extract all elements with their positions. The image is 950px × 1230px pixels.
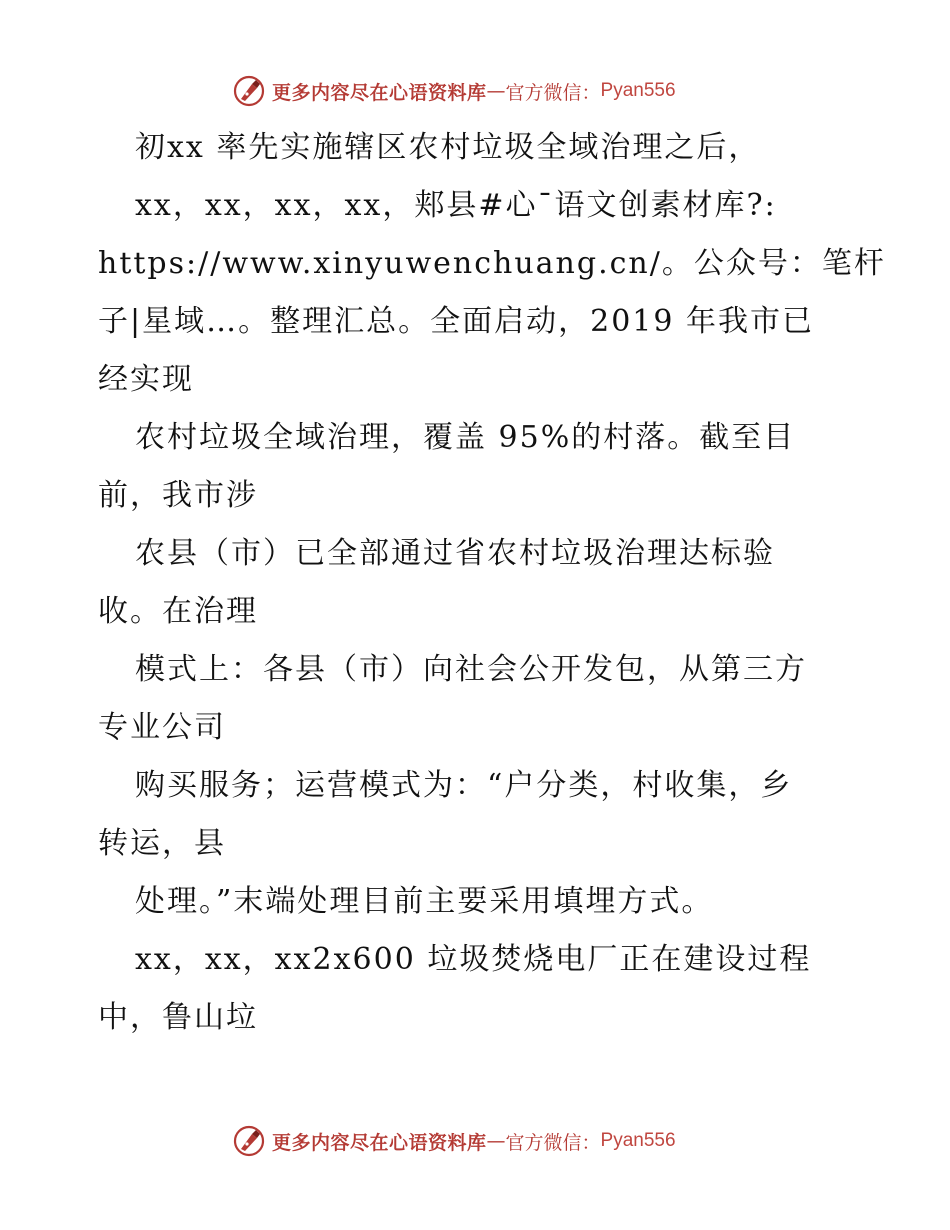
footer-wechat-label: 官方微信：: [505, 1131, 601, 1154]
text-line: xx，xx，xx，xx，郏县#心¯语文创素材库?:: [135, 188, 777, 223]
text-line: 子|星域…。整理汇总。全面启动，2019 年我市已: [98, 304, 814, 339]
header-wechat-label: 官方微信：: [505, 81, 601, 104]
text-line: https://www.xinyuwenchuang.cn/。公众号：笔杆: [98, 246, 886, 281]
header-wechat-id: Pyan556: [600, 80, 676, 101]
text-line: 收。在治理: [98, 594, 258, 629]
header-brand-text: 更多内容尽在心语资料库: [272, 81, 487, 104]
text-line: 经实现: [98, 362, 194, 397]
text-line: xx，xx，xx2x600 垃圾焚烧电厂正在建设过程: [135, 942, 812, 977]
pen-nib-logo-icon: [232, 74, 266, 108]
text-line: 初xx 率先实施辖区农村垃圾全域治理之后，: [135, 130, 761, 165]
text-line: 专业公司: [98, 710, 226, 745]
text-line: 农村垃圾全域治理，覆盖 95%的村落。截至目: [135, 420, 796, 455]
pen-nib-logo-icon: [232, 1124, 266, 1158]
text-line: 购买服务；运营模式为：“户分类，村收集，乡: [135, 768, 793, 803]
footer-separator: —: [486, 1130, 506, 1152]
header-banner: [232, 71, 676, 111]
footer-banner: [232, 1121, 676, 1161]
text-line: 转运，县: [98, 826, 226, 861]
footer-wechat-id: Pyan556: [600, 1130, 676, 1151]
header-separator: —: [486, 80, 506, 102]
text-line: 农县（市）已全部通过省农村垃圾治理达标验: [135, 536, 775, 571]
footer-brand-text: 更多内容尽在心语资料库: [272, 1131, 487, 1154]
text-line: 模式上：各县（市）向社会公开发包，从第三方: [135, 652, 807, 687]
text-line: 前，我市涉: [98, 478, 258, 513]
text-line: 处理。”末端处理目前主要采用填埋方式。: [135, 884, 714, 919]
text-line: 中，鲁山垃: [98, 1000, 258, 1035]
